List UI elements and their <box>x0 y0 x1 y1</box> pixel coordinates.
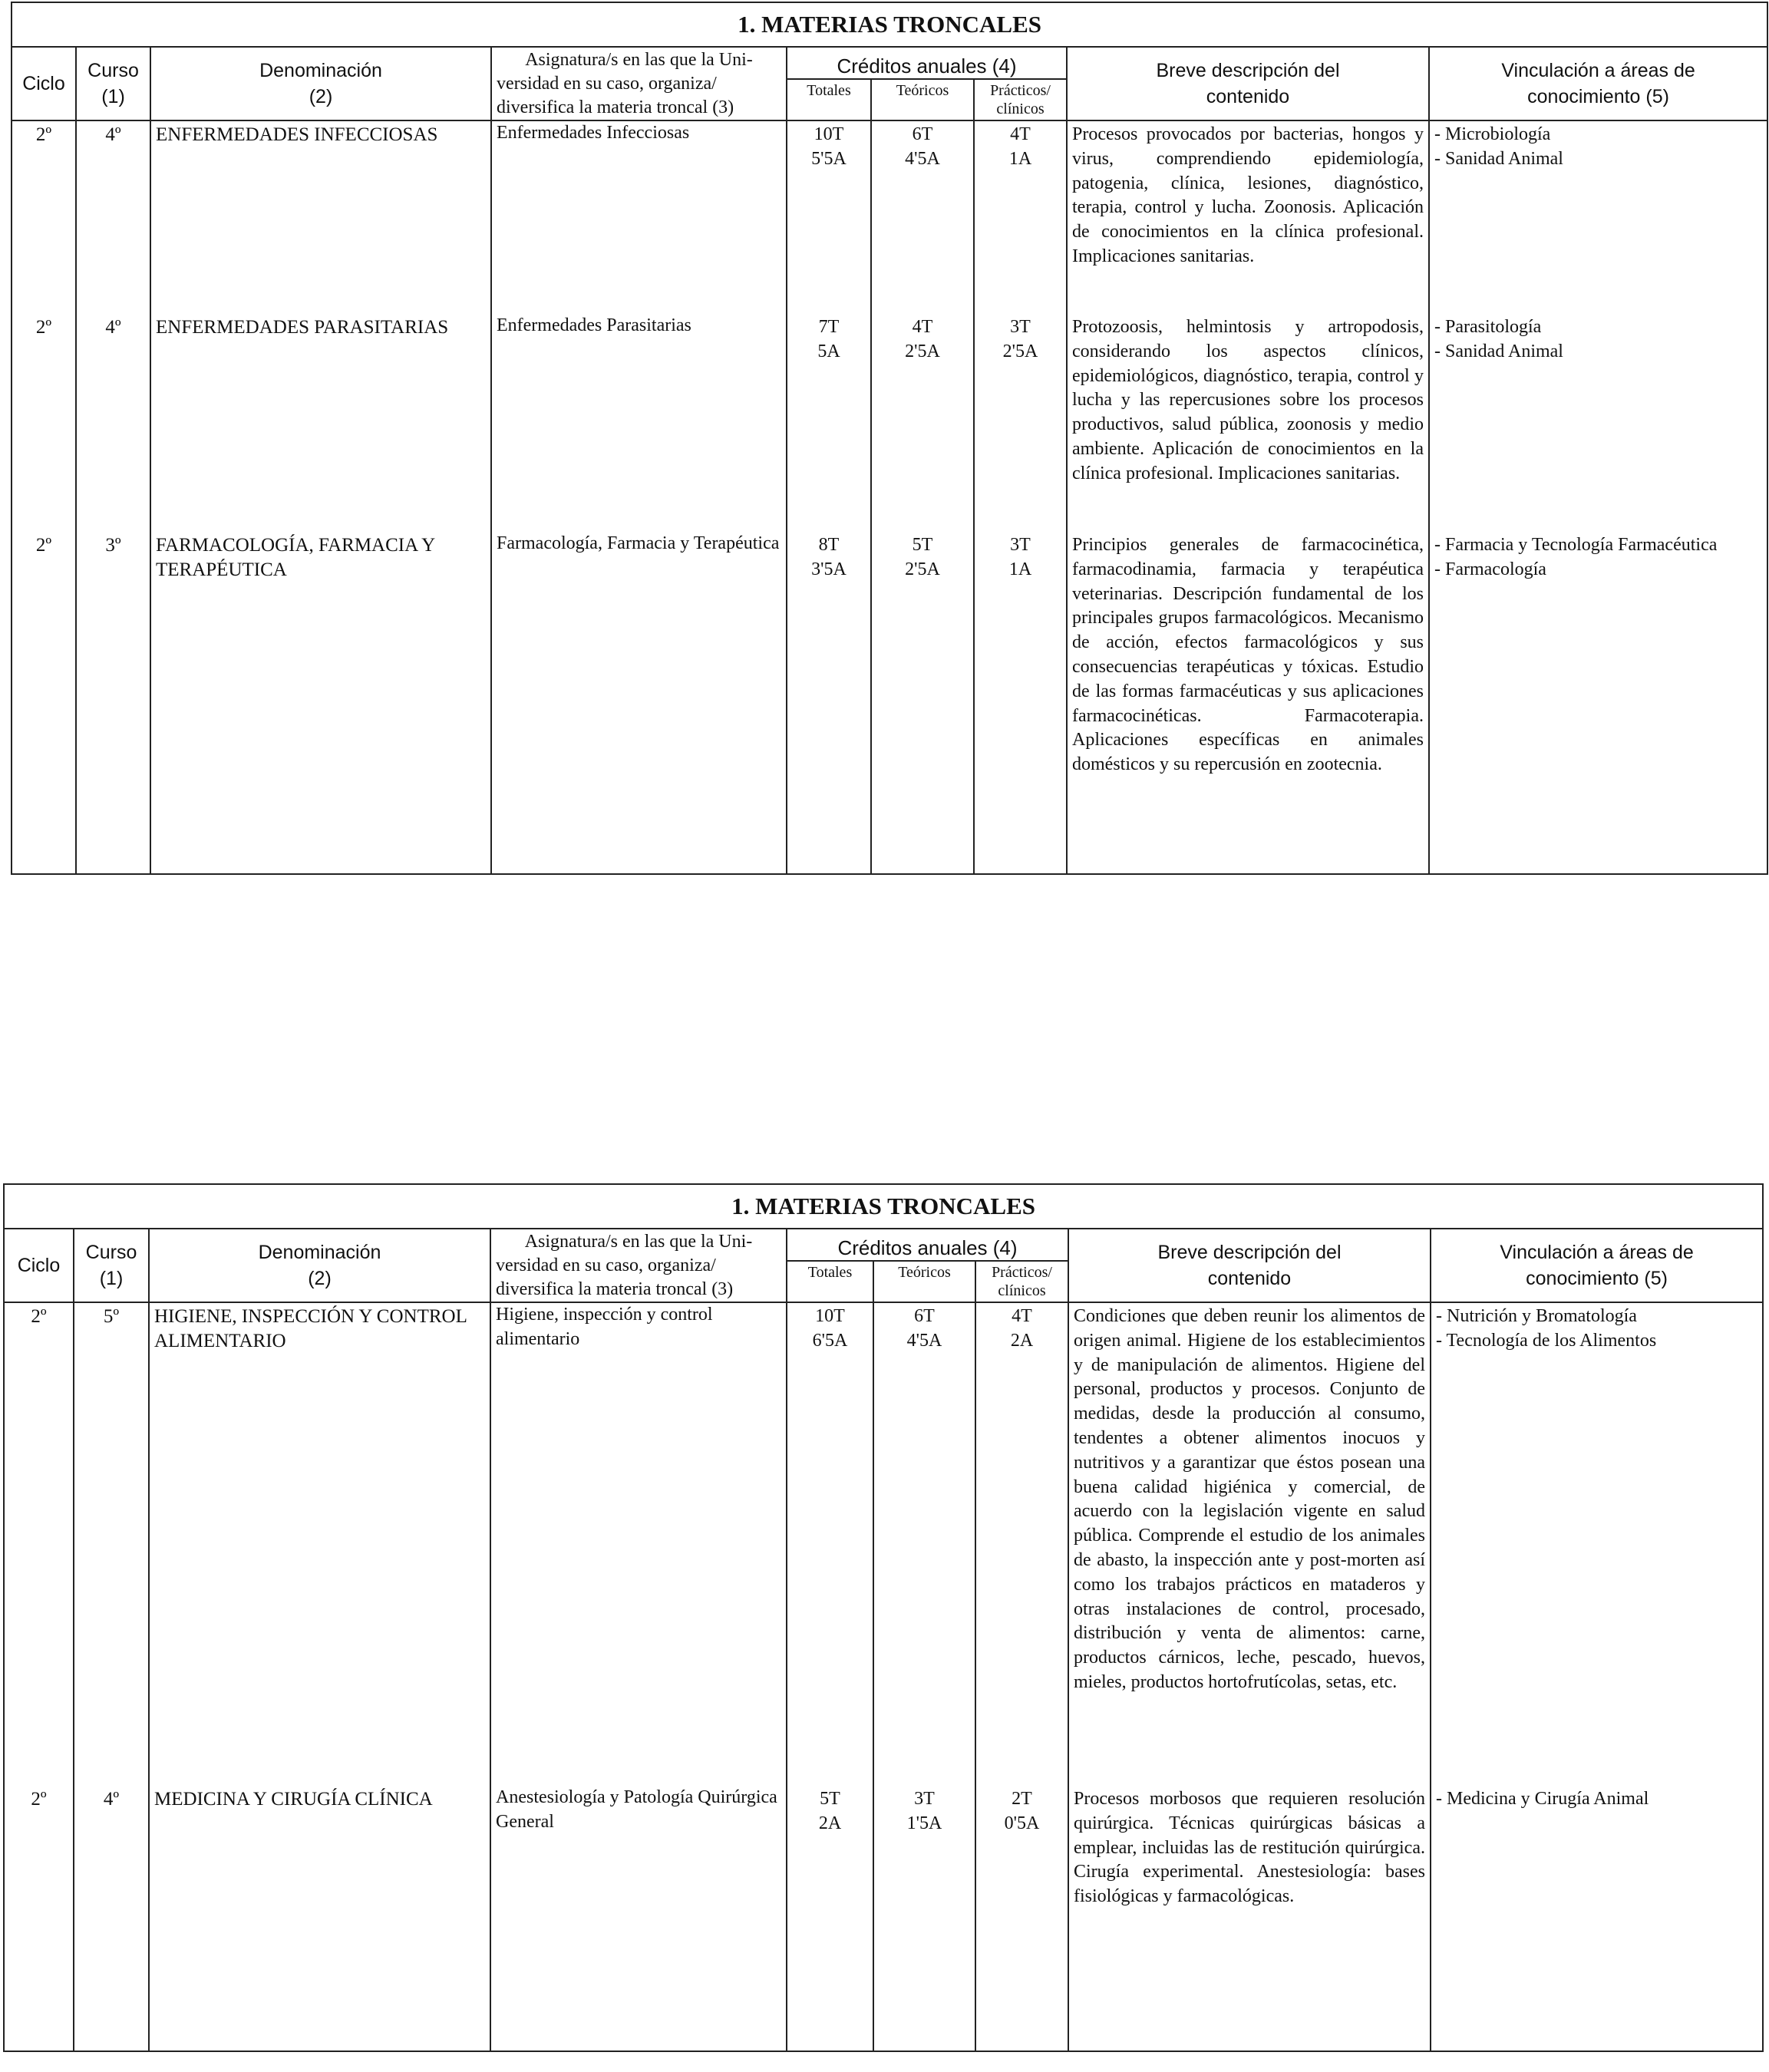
descripcion-cell: Principios generales de farmacocinética, farmacodinamia, farmacia y terapéutica veterinarias. Descripción fundamental de los principales grupos farmacológicos. Mecanismo de acción, efectos farmacológicos y sus consecuencias terapéuticas y tóxicas. Estudio de las formas farmacéuticas y sus aplicaciones farmacocinéticas. Farmacoterapia. Aplicaciones específicas en animales domésticos y su repercusión en zootecnia. <box>1067 532 1429 874</box>
table-row <box>4 1302 1763 1786</box>
descripcion-cell: Protozoosis, helmintosis y artropodosis, considerando los aspectos clínicos, epidemiológicos, diagnóstico, terapia, control y lucha y las repercusiones sobre los procesos productivos, salud pública, zoonosis y medio ambiente. Aplicación de conocimientos en la clínica profesional. Implicaciones sanitarias. <box>1067 314 1429 532</box>
teoricos-cell: 3T 1'5A <box>873 1786 975 2051</box>
header-teoricos: Teóricos <box>873 1261 975 1302</box>
header-creditos: Créditos anuales (4) <box>787 47 1067 79</box>
denominacion-cell: MEDICINA Y CIRUGÍA CLÍNICA <box>149 1786 490 2051</box>
teoricos-cell: 6T 4'5A <box>871 120 974 314</box>
curso-cell: 5º <box>74 1302 149 1786</box>
practicos-cell: 3T 2'5A <box>974 314 1067 532</box>
header-denominacion: Denominación (2) <box>150 47 491 120</box>
table-title: 1. MATERIAS TRONCALES <box>4 1184 1763 1229</box>
ciclo-cell: 2º <box>4 1302 74 1786</box>
header-vinculacion: Vinculación a áreas de conocimiento (5) <box>1431 1229 1763 1302</box>
curso-cell: 4º <box>76 314 150 532</box>
practicos-cell: 2T 0'5A <box>975 1786 1068 2051</box>
header-creditos: Créditos anuales (4) <box>787 1229 1068 1261</box>
table-row <box>12 532 1767 874</box>
table-row <box>12 314 1767 532</box>
asignatura-cell: Anestesiología y Patología Quirúrgica General <box>490 1786 787 2051</box>
table-title: 1. MATERIAS TRONCALES <box>12 2 1767 47</box>
header-asignatura: Asignatura/s en las que la Uni- versidad en su caso, organiza/ diversifica la materia troncal (3) <box>491 47 787 120</box>
vinculacion-cell: - Parasitología - Sanidad Animal <box>1429 314 1767 532</box>
denominacion-cell: ENFERMEDADES INFECCIOSAS <box>150 120 491 314</box>
header-teoricos: Teóricos <box>871 79 974 120</box>
table-row <box>4 1786 1763 2051</box>
vinculacion-cell: - Medicina y Cirugía Animal <box>1431 1786 1763 2051</box>
materias-troncales-table-2 <box>3 1183 1764 2052</box>
materias-troncales-table-1 <box>11 2 1768 875</box>
totales-cell: 10T 5'5A <box>787 120 871 314</box>
header-ciclo: Ciclo <box>12 47 76 120</box>
descripcion-cell: Procesos morbosos que requieren resolución quirúrgica. Técnicas quirúrgicas básicas a emplear, incluidas las de restitución quirúrgica. Cirugía experimental. Anestesiología: bases fisiológicas y farmacológicas. <box>1068 1786 1431 2051</box>
curso-cell: 4º <box>76 120 150 314</box>
header-denominacion: Denominación (2) <box>149 1229 490 1302</box>
header-ciclo: Ciclo <box>4 1229 74 1302</box>
practicos-cell: 4T 2A <box>975 1302 1068 1786</box>
asignatura-cell: Farmacología, Farmacia y Terapéutica <box>491 532 787 874</box>
totales-cell: 7T 5A <box>787 314 871 532</box>
curso-cell: 4º <box>74 1786 149 2051</box>
teoricos-cell: 5T 2'5A <box>871 532 974 874</box>
descripcion-cell: Procesos provocados por bacterias, hongos y virus, comprendiendo epidemiología, patogenia, clínica, lesiones, diagnóstico, terapia, control y lucha. Zoonosis. Aplicación de conocimientos en la clínica profesional. Implicaciones sanitarias. <box>1067 120 1429 314</box>
header-curso: Curso (1) <box>74 1229 149 1302</box>
practicos-cell: 3T 1A <box>974 532 1067 874</box>
ciclo-cell: 2º <box>4 1786 74 2051</box>
practicos-cell: 4T 1A <box>974 120 1067 314</box>
header-practicos: Prácticos/ clínicos <box>974 79 1067 120</box>
denominacion-cell: HIGIENE, INSPECCIÓN Y CONTROL ALIMENTARIO <box>149 1302 490 1786</box>
header-totales: Totales <box>787 1261 873 1302</box>
table-row <box>12 120 1767 314</box>
header-vinculacion: Vinculación a áreas de conocimiento (5) <box>1429 47 1767 120</box>
header-descripcion: Breve descripción del contenido <box>1067 47 1429 120</box>
header-totales: Totales <box>787 79 871 120</box>
denominacion-cell: FARMACOLOGÍA, FARMACIA Y TERAPÉUTICA <box>150 532 491 874</box>
denominacion-cell: ENFERMEDADES PARASITARIAS <box>150 314 491 532</box>
teoricos-cell: 4T 2'5A <box>871 314 974 532</box>
ciclo-cell: 2º <box>12 532 76 874</box>
header-curso: Curso (1) <box>76 47 150 120</box>
vinculacion-cell: - Farmacia y Tecnología Farmacéutica - Farmacología <box>1429 532 1767 874</box>
vinculacion-cell: - Microbiología - Sanidad Animal <box>1429 120 1767 314</box>
totales-cell: 8T 3'5A <box>787 532 871 874</box>
header-practicos: Prácticos/ clínicos <box>975 1261 1068 1302</box>
descripcion-cell: Condiciones que deben reunir los alimentos de origen animal. Higiene de los establecimientos y de manipulación de alimentos. Higiene del personal, productos y procesos. Conjunto de medidas, desde la producción al consumo, tendentes a obtener alimentos inocuos y nutritivos y a garantizar que éstos posean una buena calidad higiénica y comercial, de acuerdo con la legislación vigente en salud pública. Comprende el estudio de los animales de abasto, la inspección ante y post-morten así como los trabajos prácticos en mataderos y otras instalaciones de control, procesado, distribución y venta de alimentos: carne, productos cárnicos, leche, pescado, huevos, mieles, productos hortofrutícolas, setas, etc. <box>1068 1302 1431 1786</box>
header-asignatura: Asignatura/s en las que la Uni- versidad en su caso, organiza/ diversifica la materia troncal (3) <box>490 1229 787 1302</box>
ciclo-cell: 2º <box>12 120 76 314</box>
curso-cell: 3º <box>76 532 150 874</box>
totales-cell: 10T 6'5A <box>787 1302 873 1786</box>
totales-cell: 5T 2A <box>787 1786 873 2051</box>
ciclo-cell: 2º <box>12 314 76 532</box>
teoricos-cell: 6T 4'5A <box>873 1302 975 1786</box>
vinculacion-cell: - Nutrición y Bromatología - Tecnología de los Alimentos <box>1431 1302 1763 1786</box>
asignatura-cell: Higiene, inspección y control alimentario <box>490 1302 787 1786</box>
asignatura-cell: Enfermedades Parasitarias <box>491 314 787 532</box>
asignatura-cell: Enfermedades Infecciosas <box>491 120 787 314</box>
header-descripcion: Breve descripción del contenido <box>1068 1229 1431 1302</box>
